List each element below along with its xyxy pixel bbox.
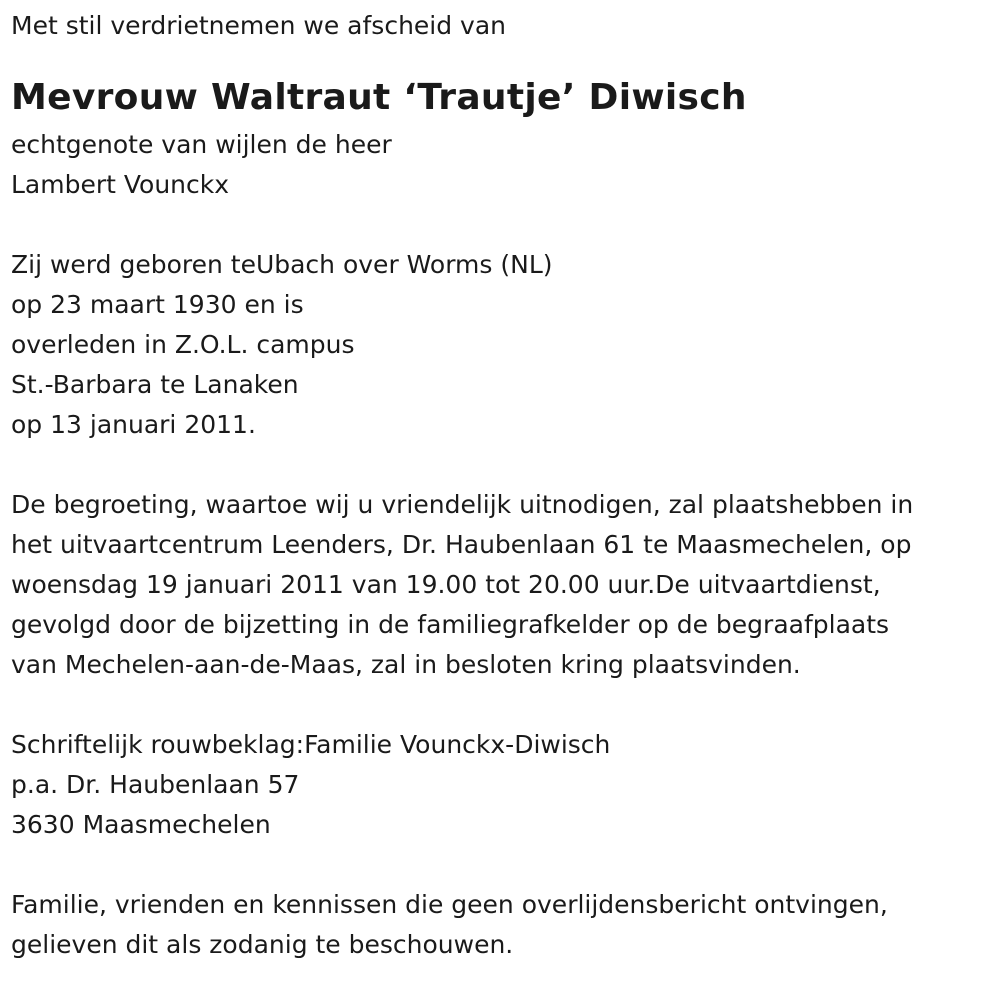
birth-death-line: Zij werd geboren teUbach over Worms (NL) [11,250,553,279]
ceremony-line: woensdag 19 januari 2011 van 19.00 tot 20.00 uur.De uitvaartdienst, [11,570,881,599]
ceremony-line: van Mechelen-aan-de-Maas, zal in besloten kring plaatsvinden. [11,650,801,679]
birth-death-section [11,245,991,445]
ceremony-line: het uitvaartcentrum Leenders, Dr. Haubenlaan 61 te Maasmechelen, op [11,530,912,559]
spacer [11,845,991,885]
spacer [11,445,991,485]
condolences-section [11,725,991,845]
ceremony-line: gevolgd door de bijzetting in de familiegrafkelder op de begraafplaats [11,610,890,639]
spouse-section [11,125,991,205]
spacer [11,685,991,725]
birth-death-line: St.-Barbara te Lanaken [11,370,299,399]
intro-line: Met stil verdrietnemen we afscheid van [11,11,507,40]
birth-death-line: op 23 maart 1930 en is [11,290,304,319]
condolences-address: p.a. Dr. Haubenlaan 57 [11,770,300,799]
condolences-city: 3630 Maasmechelen [11,810,271,839]
ceremony-section [11,485,991,685]
birth-death-line: overleden in Z.O.L. campus [11,330,355,359]
closing-line: gelieven dit als zodanig te beschouwen. [11,930,514,959]
obituary-notice [11,6,991,965]
condolences-line: Schriftelijk rouwbeklag:Familie Vounckx-Diwisch [11,730,611,759]
closing-section [11,885,991,965]
ceremony-line: De begroeting, waartoe wij u vriendelijk uitnodigen, zal plaatshebben in [11,490,914,519]
spouse-line: echtgenote van wijlen de heer [11,130,392,159]
spouse-name: Lambert Vounckx [11,170,230,199]
deceased-name: Mevrouw Waltraut ‘Trautje’ Diwisch [11,77,747,118]
spacer [11,205,991,245]
closing-line: Familie, vrienden en kennissen die geen overlijdensbericht ontvingen, [11,890,888,919]
birth-death-line: op 13 januari 2011. [11,410,256,439]
